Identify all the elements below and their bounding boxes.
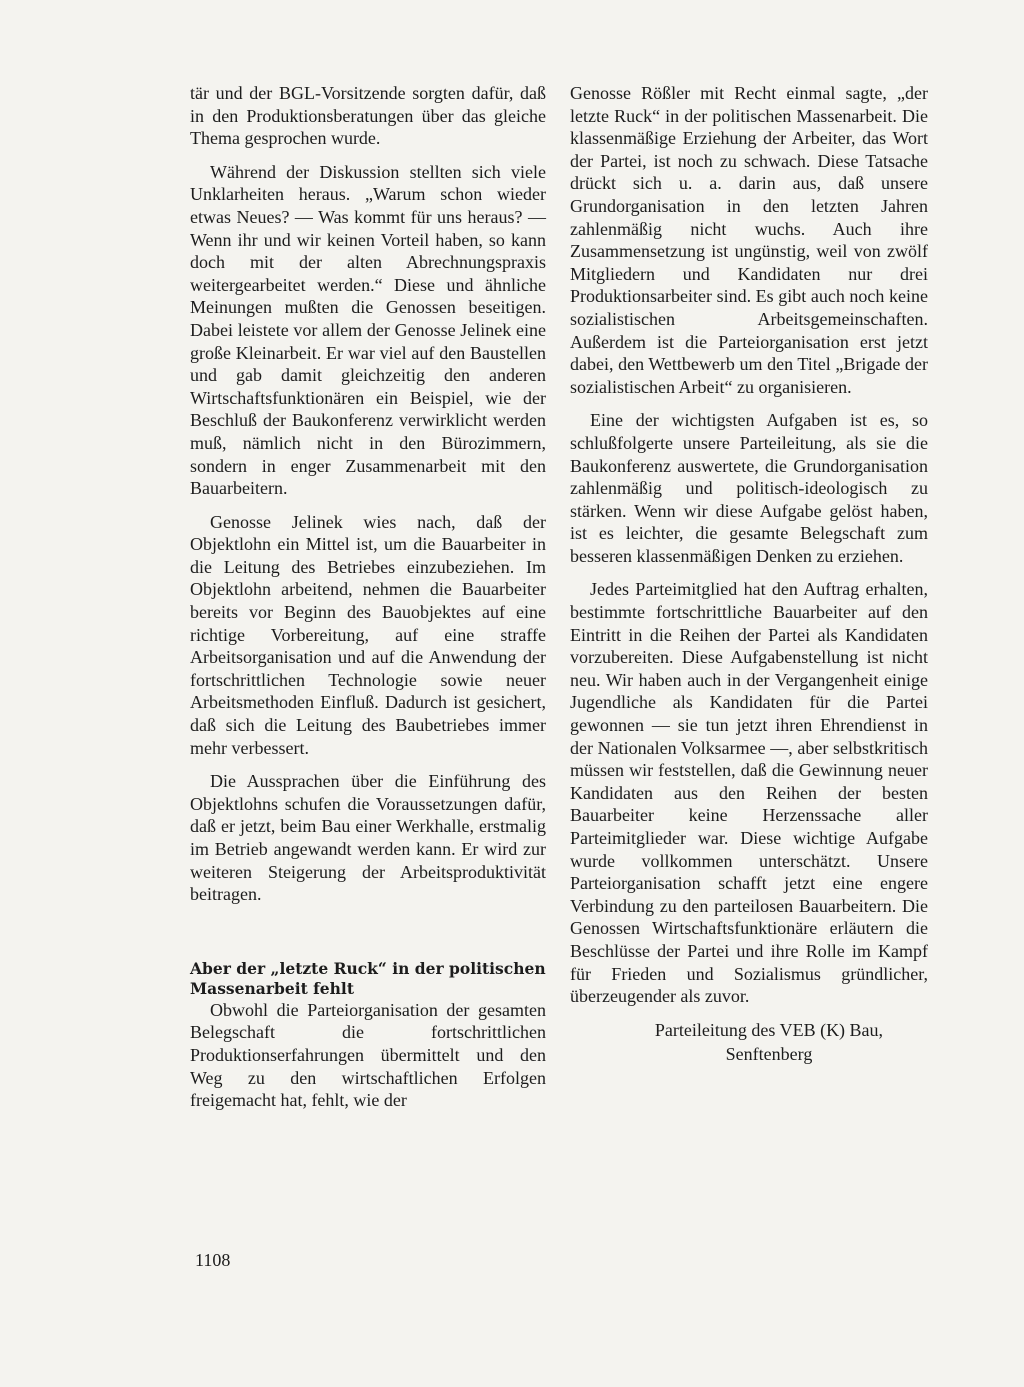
paragraph: Während der Diskussion stellten sich viele Unklarheiten heraus. „Warum schon wieder etwas Neues? — Was kommt für uns heraus? — Wenn ihr und wir keinen Vorteil haben, so kann doch mit der alten Abrechnungspraxis weitergearbeitet werden.“ Diese und ähnliche Meinungen mußten die Genossen beseitigen. Dabei leistete vor allem der Genosse Jelinek eine große Kleinarbeit. Er war viel auf den Baustellen und gab damit gleichzeitig den anderen Wirtschaftsfunktionären ein Beispiel, wie der Beschluß der Baukonferenz verwirklicht werden muß, nämlich nicht in den Bürozimmern, sondern in enger Zusammenarbeit mit den Bauarbeitern. bbox=[190, 161, 546, 499]
paragraph: Genosse Jelinek wies nach, daß der Objektlohn ein Mittel ist, um die Bauarbeiter in die Leitung des Betriebes einzubeziehen. Im Objektlohn arbeitend, nehmen die Bauarbeiter bereits vor Beginn des Bauobjektes auf eine richtige Vorbereitung, auf eine straffe Arbeitsorganisation und auf die Anwendung der fortschrittlichen Technologie sowie neuer Arbeitsmethoden Einfluß. Dadurch ist gesichert, daß sich die Leitung des Baubetriebes immer mehr verbessert. bbox=[190, 511, 546, 758]
section-heading: Aber der „letzte Ruck“ in der politischen Massenarbeit fehlt bbox=[190, 958, 546, 998]
paragraph: Eine der wichtigsten Aufgaben ist es, so schlußfolgerte unsere Parteileitung, als sie die Baukonferenz auswertete, die Grundorganisation zahlenmäßig und politisch-ideologisch zu stärken. Wenn wir diese Aufgabe gelöst haben, ist es leichter, die gesamte Belegschaft zum besseren klassenmäßigen Denken zu erziehen. bbox=[570, 410, 928, 566]
paragraph: Genosse Rößler mit Recht einmal sagte, „der letzte Ruck“ in der politischen Massenarbeit. Die klassenmäßige Erziehung der Arbeiter, das Wort der Partei, ist noch zu schwach. Diese Tatsache drückt sich u. a. darin aus, daß unsere Grundorganisation in den letzten Jahren zahlenmäßig nicht wuchs. Auch ihre Zusammensetzung ist ungünstig, weil von zwölf Mitgliedern und Kandidaten nur drei Produktionsarbeiter sind. Es gibt auch noch keine sozialistischen Arbeitsgemeinschaften. Außerdem ist die Parteiorganisation erst jetzt dabei, den Wettbewerb um den Titel „Brigade der sozialistischen Arbeit“ zu organisieren. bbox=[570, 83, 928, 397]
paragraph: tär und der BGL-Vorsitzende sorgten dafür, daß in den Produktionsberatungen über das gleiche Thema gesprochen wurde. bbox=[190, 83, 546, 149]
right-column bbox=[570, 82, 928, 1066]
paragraph: Jedes Parteimitglied hat den Auftrag erhalten, bestimmte fortschrittliche Bauarbeiter auf den Eintritt in die Reihen der Partei als Kandidaten vorzubereiten. Diese Aufgabenstellung ist nicht neu. Wir haben auch in der Vergangenheit einige Jugendliche als Kandidaten für die Partei gewonnen — sie tun jetzt ihren Ehrendienst in der Nationalen Volksarmee —, aber selbstkritisch müssen wir feststellen, daß die Gewinnung neuer Kandidaten aus den Reihen der besten Bauarbeiter keine Herzenssache aller Parteimitglieder war. Diese wichtige Aufgabe wurde vollkommen unterschätzt. Unsere Parteiorganisation schafft jetzt eine engere Verbindung zu den parteilosen Bauarbeitern. Die Genossen Wirtschaftsfunktionäre erläutern die Beschlüsse der Partei und ihre Rolle im Kampf für Frieden und Sozialismus gründlicher, überzeugender als zuvor. bbox=[570, 579, 928, 1007]
left-column bbox=[190, 82, 546, 1112]
paragraph: Obwohl die Parteiorganisation der gesamten Belegschaft die fortschrittlichen Produktionserfahrungen übermittelt und den Weg zu den wirtschaftlichen Erfolgen freigemacht hat, fehlt, wie der bbox=[190, 999, 546, 1111]
page-number: 1108 bbox=[195, 1250, 231, 1270]
signature-line: Senftenberg bbox=[725, 1043, 813, 1064]
signature-line: Parteileitung des VEB (K) Bau, bbox=[654, 1019, 884, 1040]
signature-block bbox=[570, 1018, 928, 1066]
paragraph: Die Aussprachen über die Einführung des Objektlohns schufen die Voraussetzungen dafür, daß er jetzt, beim Bau einer Werkhalle, erstmalig im Betrieb angewandt werden kann. Er wird zur weiteren Steigerung der Arbeitsproduktivität beitragen. bbox=[190, 771, 546, 905]
